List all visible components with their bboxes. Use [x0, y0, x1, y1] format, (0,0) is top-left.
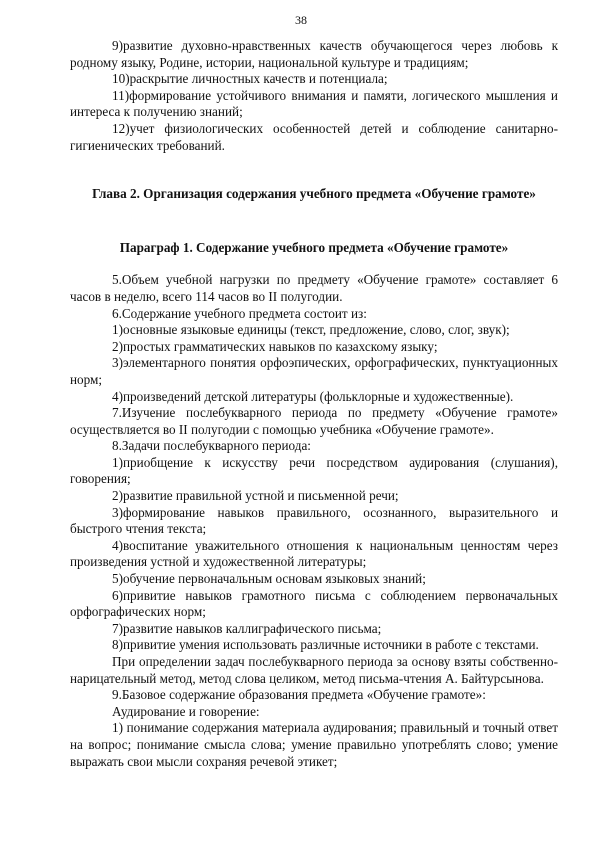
chapter-title: Глава 2. Организация содержания учебного предмета «Обучение грамоте» [92, 186, 536, 202]
list-item: 4)произведений детской литературы (фольклорные и художественные). [112, 388, 514, 404]
paragraph: 8.Задачи послебукварного периода: [112, 438, 311, 454]
list-item: 3)элементарного понятия орфоэпических, орфографических, пунктуационных норм; [70, 355, 558, 387]
paragraph: Аудирование и говорение: [112, 703, 260, 719]
list-item: 5)обучение первоначальным основам языковых знаний; [112, 571, 426, 587]
paragraph: 5.Объем учебной нагрузки по предмету «Обучение грамоте» составляет 6 часов в неделю, всего 114 часов во II полугодии. [70, 272, 558, 304]
paragraph: 9.Базовое содержание образования предмета «Обучение грамоте»: [112, 687, 486, 703]
list-item: 2)развитие правильной устной и письменной речи; [112, 488, 399, 504]
paragraph: 6.Содержание учебного предмета состоит из: [112, 305, 367, 321]
list-item: 6)привитие навыков грамотного письма с соблюдением первоначальных орфографических норм; [70, 587, 558, 620]
list-item: 2)простых грамматических навыков по казахскому языку; [112, 338, 438, 354]
list-item: 7)развитие навыков каллиграфического письма; [112, 620, 382, 636]
list-item: 1)основные языковые единицы (текст, предложение, слово, слог, звук); [112, 322, 510, 338]
section-title: Параграф 1. Содержание учебного предмета «Обучение грамоте» [119, 239, 509, 255]
list-item: 4)воспитание уважительного отношения к национальным ценностям через произведения устной и художественной литературы; [70, 537, 558, 570]
list-item: 10)раскрытие личностных качеств и потенциала; [112, 71, 388, 87]
list-item: 1)приобщение к искусству речи посредством аудирования (слушания), говорения; [70, 454, 558, 487]
list-item: 3)формирование навыков правильного, осознанного, выразительного и быстрого чтения текста; [70, 504, 558, 537]
paragraph: 7.Изучение послебукварного периода по предмету «Обучение грамоте» осуществляется во II полугодии с помощью учебника «Обучение грамоте». [70, 405, 558, 437]
document-body [70, 38, 558, 770]
list-item: 11)формирование устойчивого внимания и памяти, логического мышления и интереса к получению знаний; [70, 87, 558, 120]
list-item: 1) понимание содержания материала аудирования; правильный и точный ответ на вопрос; понимание смысла слова; умение правильно употреблять слово; умение выражать свои мысли сохраняя речевой этикет; [70, 720, 558, 769]
list-item: 12)учет физиологических особенностей детей и соблюдение санитарно-гигиенических требований. [70, 120, 558, 153]
list-item: 9)развитие духовно-нравственных качеств обучающегося через любовь к родному языку, Родине, истории, национальной культуре и традициям; [70, 38, 558, 70]
list-item: 8)привитие умения использовать различные источники в работе с текстами. [112, 637, 539, 653]
page-number: 38 [295, 13, 307, 27]
paragraph: При определении задач послебукварного периода за основу взяты собственно-нарицательный метод, метод слова целиком, метод письма-чтения А. Байтурсынова. [70, 654, 558, 686]
